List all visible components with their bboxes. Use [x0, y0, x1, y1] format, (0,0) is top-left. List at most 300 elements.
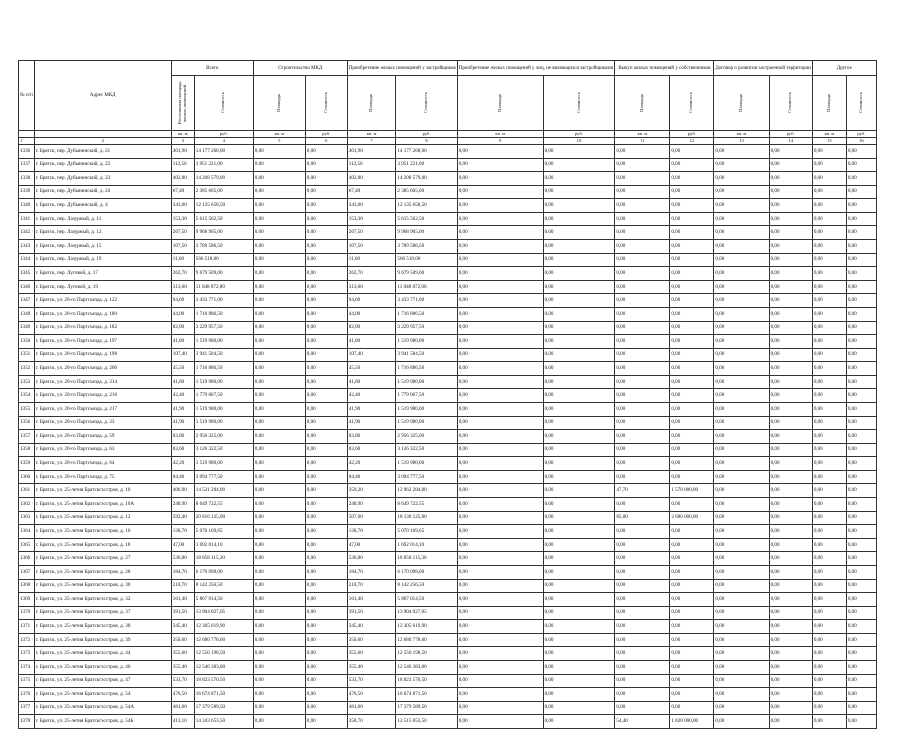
- row-area-value: 0,00: [253, 606, 305, 620]
- row-area-value: 0,00: [812, 552, 846, 566]
- row-cost-value: 14 208 579,00: [396, 172, 457, 186]
- row-area-value: 0,00: [615, 145, 670, 159]
- row-area-value: 107,50: [171, 240, 194, 254]
- row-area-value: 83,80: [347, 430, 396, 444]
- row-cost-value: 0,00: [769, 294, 812, 308]
- row-cost-value: 0,00: [846, 389, 876, 403]
- row-area-value: 0,00: [457, 307, 543, 321]
- row-address: г. Братск, пер. Луговой, д. 17: [34, 267, 171, 281]
- row-address: г. Братск, ул. 25-летия Братскгэсстроя, д. 18: [34, 538, 171, 552]
- row-area-value: 0,00: [615, 172, 670, 186]
- row-area-value: 0,00: [812, 362, 846, 376]
- row-cost-value: 12 546 383,00: [396, 660, 457, 674]
- table-row: [19, 430, 877, 444]
- row-area-value: 83,80: [171, 430, 194, 444]
- document-page: [18, 60, 877, 729]
- column-number: 14: [769, 138, 812, 145]
- row-cost-value: 0,00: [769, 647, 812, 661]
- row-cost-value: 0,00: [769, 525, 812, 539]
- row-area-value: 0,00: [457, 470, 543, 484]
- row-cost-value: 0,00: [305, 565, 347, 579]
- row-cost-value: 0,00: [769, 552, 812, 566]
- column-number: 10: [543, 138, 615, 145]
- row-cost-value: 0,00: [769, 402, 812, 416]
- column-number: 4: [194, 138, 253, 145]
- row-cost-value: 13 904 027,05: [396, 606, 457, 620]
- table-row: [19, 701, 877, 715]
- row-cost-value: 0,00: [543, 552, 615, 566]
- row-number: 1370: [19, 606, 35, 620]
- row-cost-value: 0,00: [769, 620, 812, 634]
- row-cost-value: 8 649 722,55: [396, 498, 457, 512]
- row-area-value: 0,00: [615, 633, 670, 647]
- row-cost-value: 5 615 562,50: [396, 212, 457, 226]
- row-area-value: 0,00: [457, 294, 543, 308]
- row-cost-value: 0,00: [769, 457, 812, 471]
- row-number: 1376: [19, 688, 35, 702]
- row-area-value: 0,00: [615, 538, 670, 552]
- row-area-value: 350,60: [347, 633, 396, 647]
- row-cost-value: 0,00: [305, 633, 347, 647]
- row-number: 1367: [19, 565, 35, 579]
- row-cost-value: 0,00: [305, 158, 347, 172]
- row-area-value: 0,00: [253, 402, 305, 416]
- row-cost-value: 0,00: [305, 579, 347, 593]
- sub-header-cost: Стоимость: [194, 76, 253, 131]
- table-row: [19, 348, 877, 362]
- row-area-value: 0,00: [812, 674, 846, 688]
- row-area-value: 0,00: [615, 362, 670, 376]
- row-area-value: 0,00: [457, 389, 543, 403]
- row-address: г. Братск, пер. Дубынинский, д. 4: [34, 199, 171, 213]
- row-cost-value: 0,00: [769, 565, 812, 579]
- row-number: 1342: [19, 226, 35, 240]
- row-cost-value: 6 170 098,00: [194, 565, 253, 579]
- row-area-value: 0,00: [253, 674, 305, 688]
- row-number: 1339: [19, 185, 35, 199]
- row-cost-value: 0,00: [543, 674, 615, 688]
- row-cost-value: 1 779 067,50: [396, 389, 457, 403]
- row-cost-value: 3 941 584,50: [194, 348, 253, 362]
- row-area-value: 0,00: [615, 389, 670, 403]
- row-cost-value: 17 379 589,50: [194, 701, 253, 715]
- row-area-value: 0,00: [457, 240, 543, 254]
- row-cost-value: 0,00: [670, 498, 714, 512]
- row-cost-value: 0,00: [543, 430, 615, 444]
- row-cost-value: 3 229 957,50: [396, 321, 457, 335]
- row-area-value: 11,60: [347, 253, 396, 267]
- row-area-value: 0,00: [615, 199, 670, 213]
- column-number: 12: [670, 138, 714, 145]
- row-cost-value: 0,00: [305, 240, 347, 254]
- row-cost-value: 13 904 027,05: [194, 606, 253, 620]
- row-cost-value: 0,00: [543, 688, 615, 702]
- column-number: 11: [615, 138, 670, 145]
- row-cost-value: 0,00: [305, 674, 347, 688]
- row-area-value: 41,90: [347, 402, 396, 416]
- row-area-value: 0,00: [615, 430, 670, 444]
- row-cost-value: 3 789 586,50: [194, 240, 253, 254]
- table-row: [19, 470, 877, 484]
- row-cost-value: 0,00: [846, 443, 876, 457]
- row-cost-value: 0,00: [769, 660, 812, 674]
- row-area-value: 42,20: [171, 457, 194, 471]
- row-address: г. Братск, ул. 25-летия Братскгэсстроя, д. 37: [34, 606, 171, 620]
- unit-cell: [19, 131, 35, 138]
- row-cost-value: 0,00: [305, 185, 347, 199]
- unit-cell: руб.: [846, 131, 876, 138]
- row-address: г. Братск, ул. 20-го Партсъезда, д. 182: [34, 321, 171, 335]
- row-cost-value: 3 126 322,50: [396, 443, 457, 457]
- row-cost-value: 3 951 221,00: [396, 158, 457, 172]
- row-cost-value: 0,00: [305, 538, 347, 552]
- row-area-value: 0,00: [714, 389, 769, 403]
- row-area-value: 184,70: [347, 565, 396, 579]
- row-cost-value: 0,00: [543, 335, 615, 349]
- row-cost-value: 0,00: [543, 606, 615, 620]
- table-row: [19, 647, 877, 661]
- row-cost-value: 0,00: [769, 715, 812, 729]
- row-area-value: 0,00: [457, 647, 543, 661]
- row-area-value: 0,00: [812, 715, 846, 729]
- row-area-value: 507,00: [347, 511, 396, 525]
- row-area-value: 0,00: [714, 552, 769, 566]
- table-row: [19, 375, 877, 389]
- row-cost-value: 0,00: [769, 511, 812, 525]
- row-cost-value: 0,00: [543, 348, 615, 362]
- row-cost-value: 0,00: [846, 647, 876, 661]
- row-cost-value: 1 716 886,50: [194, 362, 253, 376]
- unit-cell: руб.: [194, 131, 253, 138]
- row-area-value: 262,70: [347, 267, 396, 281]
- row-cost-value: 0,00: [670, 185, 714, 199]
- unit-cell: кв. м: [615, 131, 670, 138]
- row-cost-value: 0,00: [543, 267, 615, 281]
- row-cost-value: 0,00: [846, 416, 876, 430]
- row-area-value: 0,00: [457, 593, 543, 607]
- row-number: 1364: [19, 525, 35, 539]
- row-area-value: 0,00: [714, 253, 769, 267]
- row-area-value: 210,70: [171, 579, 194, 593]
- row-area-value: 0,00: [812, 511, 846, 525]
- row-area-value: 0,00: [615, 226, 670, 240]
- row-area-value: 0,00: [615, 647, 670, 661]
- row-area-value: 0,00: [457, 212, 543, 226]
- row-area-value: 0,00: [812, 307, 846, 321]
- row-area-value: 0,00: [812, 593, 846, 607]
- row-cost-value: 0,00: [846, 402, 876, 416]
- row-address: г. Братск, ул. 25-летия Братскгэсстроя, д. 47: [34, 674, 171, 688]
- row-cost-value: 0,00: [769, 280, 812, 294]
- row-cost-value: 0,00: [543, 199, 615, 213]
- row-area-value: 0,00: [253, 199, 305, 213]
- row-address: г. Братск, пер. Лазурный, д. 15: [34, 240, 171, 254]
- group-header-other: Другое: [812, 61, 876, 76]
- row-address: г. Братск, ул. 20-го Партсъезда, д. 200: [34, 362, 171, 376]
- row-area-value: 413,10: [171, 715, 194, 729]
- sub-header-area: Площадь: [457, 76, 543, 131]
- row-area-value: 0,00: [253, 212, 305, 226]
- row-cost-value: 8 649 722,55: [194, 498, 253, 512]
- row-area-value: 0,00: [253, 525, 305, 539]
- row-number: 1360: [19, 470, 35, 484]
- row-area-value: 67,40: [347, 185, 396, 199]
- row-cost-value: 0,00: [846, 715, 876, 729]
- row-area-value: 0,00: [714, 185, 769, 199]
- row-cost-value: 1 519 980,00: [194, 335, 253, 349]
- table-row: [19, 389, 877, 403]
- table-row: [19, 158, 877, 172]
- row-cost-value: 0,00: [846, 688, 876, 702]
- row-number: 1337: [19, 158, 35, 172]
- row-cost-value: 1 570 000,00: [670, 484, 714, 498]
- row-cost-value: 0,00: [543, 701, 615, 715]
- row-area-value: 0,00: [253, 457, 305, 471]
- column-number: 6: [305, 138, 347, 145]
- row-cost-value: 0,00: [769, 335, 812, 349]
- row-cost-value: 0,00: [846, 158, 876, 172]
- row-address: г. Братск, ул. 25-летия Братскгэсстроя, д. 54А: [34, 701, 171, 715]
- row-cost-value: 0,00: [305, 443, 347, 457]
- row-cost-value: 11 048 872,80: [194, 280, 253, 294]
- row-cost-value: 0,00: [769, 633, 812, 647]
- row-number: 1377: [19, 701, 35, 715]
- row-area-value: 0,00: [253, 321, 305, 335]
- row-cost-value: 12 680 778,60: [194, 633, 253, 647]
- row-cost-value: 18 858 115,30: [396, 552, 457, 566]
- row-address: г. Братск, ул. 20-го Партсъезда, д. 122: [34, 294, 171, 308]
- row-cost-value: 1 692 014,10: [396, 538, 457, 552]
- row-area-value: 358,70: [347, 715, 396, 729]
- row-area-value: 0,00: [457, 579, 543, 593]
- sub-header-cost: Стоимость: [543, 76, 615, 131]
- column-number: 1: [19, 138, 35, 145]
- row-cost-value: 0,00: [305, 457, 347, 471]
- row-cost-value: 0,00: [543, 470, 615, 484]
- row-area-value: 355,40: [347, 660, 396, 674]
- table-row: [19, 498, 877, 512]
- row-area-value: 401,90: [171, 145, 194, 159]
- group-header-buyout-owners: Выкуп жилых помещений у собственников: [615, 61, 714, 76]
- sub-header-area: Площадь: [812, 76, 846, 131]
- row-cost-value: 0,00: [769, 172, 812, 186]
- row-area-value: 0,00: [714, 633, 769, 647]
- row-cost-value: 0,00: [846, 199, 876, 213]
- row-cost-value: 0,00: [670, 212, 714, 226]
- row-area-value: 533,70: [347, 674, 396, 688]
- row-cost-value: 1 519 980,00: [194, 457, 253, 471]
- row-address: г. Братск, ул. 25-летия Братскгэсстроя, д. 12: [34, 511, 171, 525]
- row-address: г. Братск, ул. 20-го Партсъезда, д. 180: [34, 307, 171, 321]
- row-area-value: 0,00: [812, 240, 846, 254]
- row-area-value: 313,60: [171, 280, 194, 294]
- row-area-value: 0,00: [615, 457, 670, 471]
- row-address: г. Братск, ул. 25-летия Братскгэсстроя, д. 32: [34, 593, 171, 607]
- row-area-value: 0,00: [615, 688, 670, 702]
- row-number: 1353: [19, 375, 35, 389]
- row-area-value: 267,50: [347, 226, 396, 240]
- row-area-value: 262,70: [171, 267, 194, 281]
- row-number: 1341: [19, 212, 35, 226]
- row-cost-value: 0,00: [769, 430, 812, 444]
- row-address: г. Братск, пер. Луговой, д. 19: [34, 280, 171, 294]
- row-area-value: 0,00: [714, 402, 769, 416]
- sub-header-cost: Стоимость: [670, 76, 714, 131]
- row-cost-value: 0,00: [769, 593, 812, 607]
- row-area-value: 0,00: [615, 253, 670, 267]
- group-header-total: Всего: [171, 61, 253, 76]
- row-cost-value: 0,00: [846, 253, 876, 267]
- group-header-purchase-developers: Приобретение жилых помещений у застройщиков: [347, 61, 457, 76]
- row-area-value: 359,20: [347, 484, 396, 498]
- row-cost-value: 1 828 000,00: [670, 715, 714, 729]
- row-area-value: 0,00: [714, 606, 769, 620]
- table-body: [19, 145, 877, 729]
- row-cost-value: 1 519 980,00: [396, 416, 457, 430]
- row-cost-value: 3 433 771,00: [194, 294, 253, 308]
- row-area-value: 0,00: [615, 416, 670, 430]
- row-area-value: 0,00: [812, 335, 846, 349]
- row-cost-value: 0,00: [305, 307, 347, 321]
- row-cost-value: 12 305 619,90: [396, 620, 457, 634]
- row-area-value: 0,00: [253, 688, 305, 702]
- row-number: 1343: [19, 240, 35, 254]
- row-cost-value: 0,00: [769, 321, 812, 335]
- row-cost-value: 1 716 886,50: [194, 307, 253, 321]
- row-area-value: 0,00: [253, 498, 305, 512]
- row-cost-value: 0,00: [543, 660, 615, 674]
- row-area-value: 0,00: [714, 674, 769, 688]
- row-area-value: 0,00: [615, 525, 670, 539]
- row-area-value: 0,00: [615, 498, 670, 512]
- row-address: г. Братск, ул. 25-летия Братскгэсстроя, д. 16: [34, 525, 171, 539]
- row-cost-value: 2 385 605,00: [194, 185, 253, 199]
- row-cost-value: 0,00: [846, 267, 876, 281]
- row-cost-value: 0,00: [846, 348, 876, 362]
- row-area-value: 41,80: [347, 335, 396, 349]
- row-area-value: 0,00: [457, 280, 543, 294]
- row-cost-value: 2 385 605,00: [396, 185, 457, 199]
- row-cost-value: 0,00: [543, 402, 615, 416]
- row-cost-value: 0,00: [543, 715, 615, 729]
- table-row: [19, 307, 877, 321]
- row-cost-value: 1 519 980,00: [194, 375, 253, 389]
- row-cost-value: 0,00: [670, 226, 714, 240]
- row-area-value: 0,00: [812, 457, 846, 471]
- row-area-value: 355,60: [347, 647, 396, 661]
- row-number: 1369: [19, 593, 35, 607]
- row-cost-value: 0,00: [543, 579, 615, 593]
- row-area-value: 0,00: [457, 226, 543, 240]
- row-area-value: 0,00: [714, 715, 769, 729]
- row-number: 1354: [19, 389, 35, 403]
- row-cost-value: 0,00: [670, 294, 714, 308]
- row-cost-value: 0,00: [846, 538, 876, 552]
- row-cost-value: 0,00: [846, 593, 876, 607]
- row-cost-value: 0,00: [305, 335, 347, 349]
- row-cost-value: 0,00: [769, 348, 812, 362]
- table-row: [19, 715, 877, 729]
- row-area-value: 406,90: [171, 484, 194, 498]
- row-cost-value: 0,00: [305, 212, 347, 226]
- row-cost-value: 0,00: [543, 565, 615, 579]
- row-cost-value: 9 968 965,00: [194, 226, 253, 240]
- row-area-value: 0,00: [812, 579, 846, 593]
- row-area-value: 0,00: [615, 321, 670, 335]
- row-area-value: 85,00: [615, 511, 670, 525]
- row-area-value: 0,00: [714, 416, 769, 430]
- row-area-value: 0,00: [457, 674, 543, 688]
- row-cost-value: 5 615 562,50: [194, 212, 253, 226]
- row-cost-value: 0,00: [769, 212, 812, 226]
- row-area-value: 0,00: [714, 538, 769, 552]
- row-area-value: 0,00: [615, 280, 670, 294]
- table-row: [19, 457, 877, 471]
- row-area-value: 44,00: [347, 307, 396, 321]
- row-cost-value: 14 208 579,00: [194, 172, 253, 186]
- row-area-value: 41,90: [171, 402, 194, 416]
- row-area-value: 0,00: [615, 402, 670, 416]
- row-address: г. Братск, ул. 20-го Партсъезда, д. 214: [34, 375, 171, 389]
- row-cost-value: 0,00: [846, 362, 876, 376]
- row-cost-value: 0,00: [305, 294, 347, 308]
- row-number: 1378: [19, 715, 35, 729]
- row-cost-value: 0,00: [543, 280, 615, 294]
- row-area-value: 0,00: [812, 158, 846, 172]
- row-area-value: 42,40: [347, 389, 396, 403]
- row-area-value: 0,00: [714, 158, 769, 172]
- row-cost-value: 0,00: [543, 457, 615, 471]
- row-area-value: 0,00: [812, 470, 846, 484]
- row-area-value: 476,50: [347, 688, 396, 702]
- row-area-value: 0,00: [253, 172, 305, 186]
- row-cost-value: 0,00: [543, 484, 615, 498]
- row-cost-value: 0,00: [846, 606, 876, 620]
- row-cost-value: 0,00: [769, 416, 812, 430]
- row-area-value: 0,00: [457, 158, 543, 172]
- unit-cell: кв. м: [253, 131, 305, 138]
- row-area-value: 0,00: [253, 470, 305, 484]
- row-cost-value: 2 956 325,00: [194, 430, 253, 444]
- row-cost-value: 0,00: [543, 226, 615, 240]
- row-cost-value: 14 177 268,00: [194, 145, 253, 159]
- row-cost-value: 0,00: [543, 307, 615, 321]
- row-area-value: 0,00: [714, 457, 769, 471]
- row-area-value: 0,00: [812, 633, 846, 647]
- row-cost-value: 0,00: [543, 253, 615, 267]
- row-cost-value: 0,00: [670, 145, 714, 159]
- row-area-value: 0,00: [812, 212, 846, 226]
- row-cost-value: 0,00: [305, 145, 347, 159]
- row-number: 1358: [19, 443, 35, 457]
- row-area-value: 82,60: [347, 443, 396, 457]
- row-area-value: 355,40: [171, 660, 194, 674]
- row-area-value: 355,60: [171, 647, 194, 661]
- row-area-value: 0,00: [253, 579, 305, 593]
- row-area-value: 0,00: [253, 335, 305, 349]
- row-area-value: 0,00: [812, 538, 846, 552]
- row-number: 1338: [19, 172, 35, 186]
- row-area-value: 0,00: [714, 525, 769, 539]
- row-address: г. Братск, ул. 20-го Партсъезда, д. 64: [34, 457, 171, 471]
- table-row: [19, 253, 877, 267]
- row-area-value: 0,00: [457, 715, 543, 729]
- row-cost-value: 0,00: [846, 185, 876, 199]
- row-area-value: 0,00: [457, 457, 543, 471]
- sub-header-area: Площадь: [714, 76, 769, 131]
- row-area-value: 0,00: [714, 565, 769, 579]
- row-area-value: 0,00: [615, 565, 670, 579]
